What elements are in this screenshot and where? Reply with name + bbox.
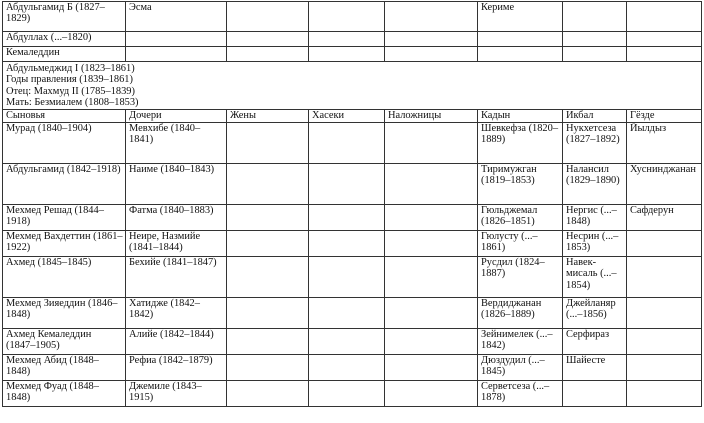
cell-top-2-5 xyxy=(385,32,478,47)
cell-gozde: Йылдыз xyxy=(627,123,702,164)
info-mother: Мать: Безмиалем (1808–1853) xyxy=(6,96,139,108)
info-name: Абдульмеджид I (1823–1861) xyxy=(6,63,135,74)
cell-gozde: Сафдерун xyxy=(627,205,702,231)
cell-gozde xyxy=(627,231,702,257)
cell-top-2-4 xyxy=(309,32,385,47)
cell-haseki xyxy=(309,164,385,205)
cell-top-3-7 xyxy=(563,47,627,62)
cell-top-1-5 xyxy=(385,2,478,32)
cell-kadin: Тиримужган (1819–1853) xyxy=(478,164,563,205)
info-reign: Годы правления (1839–1861) xyxy=(6,74,133,86)
cell-kadin: Шевкефза (1820–1889) xyxy=(478,123,563,164)
cell-top-2-8 xyxy=(627,32,702,47)
cell-top-1-8 xyxy=(627,2,702,32)
cell-wife xyxy=(227,329,309,355)
column-header-daughters: Дочери xyxy=(126,110,227,123)
cell-concubine xyxy=(385,164,478,205)
cell-top-2-6 xyxy=(478,32,563,47)
cell-top-2-3 xyxy=(227,32,309,47)
cell-daughter: Джемиле (1843–1915) xyxy=(126,381,227,407)
cell-gozde xyxy=(627,257,702,298)
info-father: Отец: Махмуд II (1785–1839) xyxy=(6,85,135,97)
cell-son: Мурад (1840–1904) xyxy=(3,123,126,164)
cell-concubine xyxy=(385,381,478,407)
cell-haseki xyxy=(309,205,385,231)
cell-top-1-4 xyxy=(309,2,385,32)
cell-top-3-2 xyxy=(126,47,227,62)
cell-daughter: Алийе (1842–1844) xyxy=(126,329,227,355)
cell-top-2-7 xyxy=(563,32,627,47)
table-row xyxy=(3,257,702,298)
cell-top-1-1: Абдульгамид Б (1827–1829) xyxy=(3,2,126,32)
cell-top-1-2: Эсма xyxy=(126,2,227,32)
cell-concubine xyxy=(385,355,478,381)
column-header-sons: Сыновья xyxy=(3,110,126,123)
cell-top-1-7 xyxy=(563,2,627,32)
cell-gozde xyxy=(627,298,702,329)
cell-son: Мехмед Решад (1844–1918) xyxy=(3,205,126,231)
column-header-haseki: Хасеки xyxy=(309,110,385,123)
cell-wife xyxy=(227,381,309,407)
column-header-kadin: Кадын xyxy=(478,110,563,123)
cell-haseki xyxy=(309,231,385,257)
cell-kadin: Гюлусту (...–1861) xyxy=(478,231,563,257)
cell-top-3-6 xyxy=(478,47,563,62)
cell-daughter: Наиме (1840–1843) xyxy=(126,164,227,205)
cell-kadin: Вердиджанан (1826–1889) xyxy=(478,298,563,329)
cell-ikbal: Навек-мисаль (...–1854) xyxy=(563,257,627,298)
cell-top-1-6: Кериме xyxy=(478,2,563,32)
cell-concubine xyxy=(385,257,478,298)
cell-ikbal: Джейланяр (...–1856) xyxy=(563,298,627,329)
cell-ikbal: Нергис (...–1848) xyxy=(563,205,627,231)
cell-ikbal: Нукхетсеза (1827–1892) xyxy=(563,123,627,164)
cell-gozde: Хуснинджанан xyxy=(627,164,702,205)
cell-kadin: Зейнимелек (...–1842) xyxy=(478,329,563,355)
cell-wife xyxy=(227,257,309,298)
cell-kadin: Русдил (1824–1887) xyxy=(478,257,563,298)
cell-daughter: Фатма (1840–1883) xyxy=(126,205,227,231)
table-row xyxy=(3,123,702,164)
top-row-2 xyxy=(3,32,702,47)
genealogy-table xyxy=(2,1,702,407)
table-row xyxy=(3,298,702,329)
cell-top-3-8 xyxy=(627,47,702,62)
cell-haseki xyxy=(309,329,385,355)
cell-daughter: Хатидже (1842–1842) xyxy=(126,298,227,329)
cell-haseki xyxy=(309,123,385,164)
top-row-3 xyxy=(3,47,702,62)
cell-top-3-4 xyxy=(309,47,385,62)
cell-haseki xyxy=(309,381,385,407)
cell-kadin: Дюздудил (...–1845) xyxy=(478,355,563,381)
cell-wife xyxy=(227,123,309,164)
top-row-1 xyxy=(3,2,702,32)
cell-son: Абдульгамид (1842–1918) xyxy=(3,164,126,205)
cell-wife xyxy=(227,205,309,231)
cell-son: Мехмед Зияеддин (1846–1848) xyxy=(3,298,126,329)
info-cell xyxy=(3,62,702,110)
cell-ikbal xyxy=(563,381,627,407)
column-header-row xyxy=(3,110,702,123)
cell-gozde xyxy=(627,381,702,407)
info-row xyxy=(3,62,702,110)
cell-wife xyxy=(227,355,309,381)
cell-son: Мехмед Фуад (1848–1848) xyxy=(3,381,126,407)
cell-concubine xyxy=(385,205,478,231)
cell-son: Мехмед Абид (1848–1848) xyxy=(3,355,126,381)
cell-son: Ахмед Кемаледдин (1847–1905) xyxy=(3,329,126,355)
table-row xyxy=(3,329,702,355)
table-row xyxy=(3,231,702,257)
cell-concubine xyxy=(385,123,478,164)
cell-top-2-1: Абдуллах (...–1820) xyxy=(3,32,126,47)
cell-wife xyxy=(227,231,309,257)
cell-daughter: Мевхибе (1840–1841) xyxy=(126,123,227,164)
cell-son: Мехмед Вахдеттин (1861–1922) xyxy=(3,231,126,257)
cell-ikbal: Налансил (1829–1890) xyxy=(563,164,627,205)
table-row xyxy=(3,205,702,231)
cell-top-3-5 xyxy=(385,47,478,62)
cell-haseki xyxy=(309,298,385,329)
cell-gozde xyxy=(627,329,702,355)
cell-daughter: Бехийе (1841–1847) xyxy=(126,257,227,298)
column-header-concubines: Наложницы xyxy=(385,110,478,123)
cell-ikbal: Несрин (...–1853) xyxy=(563,231,627,257)
cell-wife xyxy=(227,164,309,205)
table-row xyxy=(3,381,702,407)
cell-haseki xyxy=(309,257,385,298)
cell-daughter: Неирe, Назмийе (1841–1844) xyxy=(126,231,227,257)
cell-daughter: Рефиа (1842–1879) xyxy=(126,355,227,381)
table-row xyxy=(3,164,702,205)
cell-ikbal: Серфираз xyxy=(563,329,627,355)
cell-concubine xyxy=(385,329,478,355)
cell-top-2-2 xyxy=(126,32,227,47)
cell-kadin: Гюльджемал (1826–1851) xyxy=(478,205,563,231)
table-row xyxy=(3,355,702,381)
cell-ikbal: Шайесте xyxy=(563,355,627,381)
cell-top-3-1: Кемаледдин xyxy=(3,47,126,62)
cell-concubine xyxy=(385,298,478,329)
cell-top-1-3 xyxy=(227,2,309,32)
cell-wife xyxy=(227,298,309,329)
cell-kadin: Серветсеза (...–1878) xyxy=(478,381,563,407)
cell-gozde xyxy=(627,355,702,381)
cell-top-3-3 xyxy=(227,47,309,62)
cell-son: Ахмед (1845–1845) xyxy=(3,257,126,298)
cell-concubine xyxy=(385,231,478,257)
column-header-wives: Жены xyxy=(227,110,309,123)
cell-haseki xyxy=(309,355,385,381)
column-header-ikbal: Икбал xyxy=(563,110,627,123)
column-header-gozde: Гёзде xyxy=(627,110,702,123)
